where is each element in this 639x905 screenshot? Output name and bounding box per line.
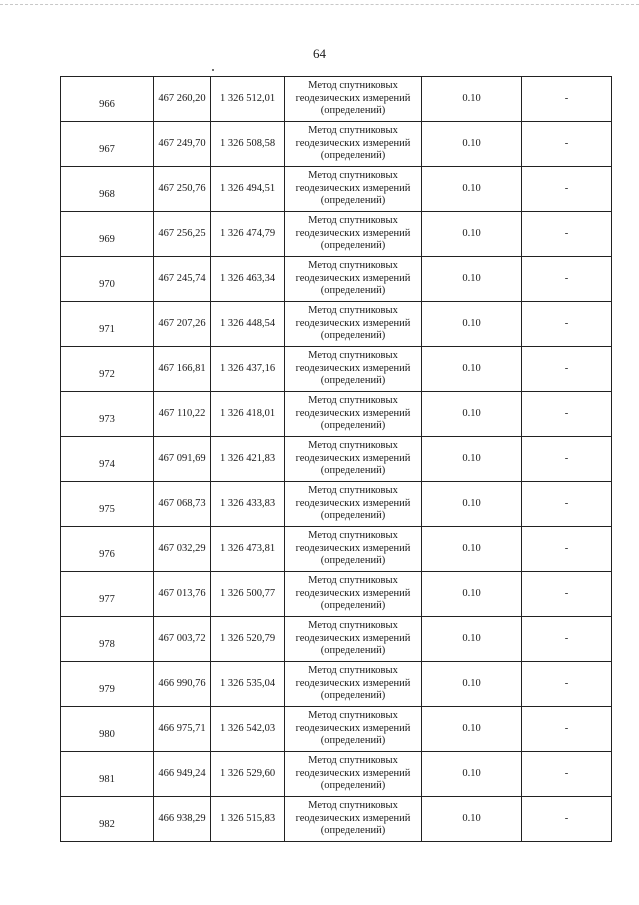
x-coordinate-cell: 467 245,74 <box>154 257 211 302</box>
accuracy-cell: 0.10 <box>422 797 522 842</box>
x-coordinate-cell: 467 166,81 <box>154 347 211 392</box>
x-coordinate-cell: 467 110,22 <box>154 392 211 437</box>
note-cell: - <box>522 752 612 797</box>
x-coordinate-cell: 467 003,72 <box>154 617 211 662</box>
method-cell: Метод спутниковых геодезических измерений (определений) <box>285 347 422 392</box>
point-number: 968 <box>99 188 115 200</box>
accuracy-cell: 0.10 <box>422 527 522 572</box>
point-number-cell <box>61 347 154 392</box>
y-coordinate-cell: 1 326 421,83 <box>211 437 285 482</box>
method-cell: Метод спутниковых геодезических измерений (определений) <box>285 122 422 167</box>
table-row <box>61 572 612 617</box>
table-row <box>61 212 612 257</box>
accuracy-cell: 0.10 <box>422 302 522 347</box>
table-row <box>61 797 612 842</box>
accuracy-cell: 0.10 <box>422 707 522 752</box>
y-coordinate-cell: 1 326 535,04 <box>211 662 285 707</box>
accuracy-cell: 0.10 <box>422 662 522 707</box>
accuracy-cell: 0.10 <box>422 167 522 212</box>
point-number-cell <box>61 617 154 662</box>
accuracy-cell: 0.10 <box>422 77 522 122</box>
point-number-cell <box>61 707 154 752</box>
table-row <box>61 257 612 302</box>
point-number-cell <box>61 77 154 122</box>
table-row <box>61 707 612 752</box>
y-coordinate-cell: 1 326 418,01 <box>211 392 285 437</box>
accuracy-cell: 0.10 <box>422 122 522 167</box>
point-number-cell <box>61 437 154 482</box>
table-row <box>61 347 612 392</box>
x-coordinate-cell: 467 207,26 <box>154 302 211 347</box>
table-row <box>61 122 612 167</box>
point-number: 982 <box>99 818 115 830</box>
accuracy-cell: 0.10 <box>422 482 522 527</box>
accuracy-cell: 0.10 <box>422 437 522 482</box>
method-cell: Метод спутниковых геодезических измерений (определений) <box>285 752 422 797</box>
note-cell: - <box>522 437 612 482</box>
accuracy-cell: 0.10 <box>422 572 522 617</box>
y-coordinate-cell: 1 326 448,54 <box>211 302 285 347</box>
point-number-cell <box>61 257 154 302</box>
point-number: 970 <box>99 278 115 290</box>
point-number-cell <box>61 392 154 437</box>
note-cell: - <box>522 797 612 842</box>
note-cell: - <box>522 707 612 752</box>
accuracy-cell: 0.10 <box>422 212 522 257</box>
point-number-cell <box>61 572 154 617</box>
x-coordinate-cell: 467 260,20 <box>154 77 211 122</box>
point-number-cell <box>61 482 154 527</box>
scan-dot-mark <box>212 69 214 71</box>
note-cell: - <box>522 572 612 617</box>
point-number: 974 <box>99 458 115 470</box>
point-number-cell <box>61 167 154 212</box>
y-coordinate-cell: 1 326 494,51 <box>211 167 285 212</box>
table-row <box>61 77 612 122</box>
x-coordinate-cell: 467 068,73 <box>154 482 211 527</box>
y-coordinate-cell: 1 326 474,79 <box>211 212 285 257</box>
x-coordinate-cell: 466 938,29 <box>154 797 211 842</box>
table-row <box>61 752 612 797</box>
note-cell: - <box>522 527 612 572</box>
x-coordinate-cell: 466 949,24 <box>154 752 211 797</box>
method-cell: Метод спутниковых геодезических измерений (определений) <box>285 212 422 257</box>
method-cell: Метод спутниковых геодезических измерений (определений) <box>285 302 422 347</box>
y-coordinate-cell: 1 326 437,16 <box>211 347 285 392</box>
method-cell: Метод спутниковых геодезических измерений (определений) <box>285 167 422 212</box>
y-coordinate-cell: 1 326 508,58 <box>211 122 285 167</box>
point-number-cell <box>61 752 154 797</box>
table-row <box>61 527 612 572</box>
method-cell: Метод спутниковых геодезических измерений (определений) <box>285 662 422 707</box>
point-number: 979 <box>99 683 115 695</box>
method-cell: Метод спутниковых геодезических измерений (определений) <box>285 392 422 437</box>
table-row <box>61 482 612 527</box>
method-cell: Метод спутниковых геодезических измерений (определений) <box>285 617 422 662</box>
x-coordinate-cell: 467 250,76 <box>154 167 211 212</box>
table-row <box>61 437 612 482</box>
y-coordinate-cell: 1 326 542,03 <box>211 707 285 752</box>
accuracy-cell: 0.10 <box>422 347 522 392</box>
y-coordinate-cell: 1 326 529,60 <box>211 752 285 797</box>
note-cell: - <box>522 212 612 257</box>
coordinates-table-body <box>61 77 612 842</box>
note-cell: - <box>522 257 612 302</box>
note-cell: - <box>522 482 612 527</box>
x-coordinate-cell: 466 975,71 <box>154 707 211 752</box>
point-number-cell <box>61 527 154 572</box>
table-row <box>61 392 612 437</box>
point-number: 981 <box>99 773 115 785</box>
method-cell: Метод спутниковых геодезических измерений (определений) <box>285 572 422 617</box>
note-cell: - <box>522 617 612 662</box>
point-number: 980 <box>99 728 115 740</box>
x-coordinate-cell: 467 032,29 <box>154 527 211 572</box>
y-coordinate-cell: 1 326 512,01 <box>211 77 285 122</box>
y-coordinate-cell: 1 326 473,81 <box>211 527 285 572</box>
note-cell: - <box>522 302 612 347</box>
method-cell: Метод спутниковых геодезических измерений (определений) <box>285 257 422 302</box>
point-number-cell <box>61 212 154 257</box>
point-number: 978 <box>99 638 115 650</box>
table-row <box>61 617 612 662</box>
note-cell: - <box>522 392 612 437</box>
note-cell: - <box>522 122 612 167</box>
y-coordinate-cell: 1 326 520,79 <box>211 617 285 662</box>
accuracy-cell: 0.10 <box>422 257 522 302</box>
method-cell: Метод спутниковых геодезических измерений (определений) <box>285 707 422 752</box>
note-cell: - <box>522 167 612 212</box>
method-cell: Метод спутниковых геодезических измерений (определений) <box>285 797 422 842</box>
x-coordinate-cell: 467 091,69 <box>154 437 211 482</box>
table-row <box>61 662 612 707</box>
note-cell: - <box>522 662 612 707</box>
point-number: 977 <box>99 593 115 605</box>
page-number: 64 <box>313 46 326 61</box>
coordinates-table <box>60 76 612 842</box>
x-coordinate-cell: 467 256,25 <box>154 212 211 257</box>
point-number: 976 <box>99 548 115 560</box>
method-cell: Метод спутниковых геодезических измерений (определений) <box>285 482 422 527</box>
point-number-cell <box>61 662 154 707</box>
method-cell: Метод спутниковых геодезических измерений (определений) <box>285 527 422 572</box>
table-row <box>61 302 612 347</box>
point-number-cell <box>61 122 154 167</box>
x-coordinate-cell: 466 990,76 <box>154 662 211 707</box>
accuracy-cell: 0.10 <box>422 392 522 437</box>
accuracy-cell: 0.10 <box>422 617 522 662</box>
point-number: 975 <box>99 503 115 515</box>
note-cell: - <box>522 77 612 122</box>
point-number-cell <box>61 302 154 347</box>
y-coordinate-cell: 1 326 463,34 <box>211 257 285 302</box>
point-number-cell <box>61 797 154 842</box>
y-coordinate-cell: 1 326 500,77 <box>211 572 285 617</box>
y-coordinate-cell: 1 326 515,83 <box>211 797 285 842</box>
x-coordinate-cell: 467 249,70 <box>154 122 211 167</box>
accuracy-cell: 0.10 <box>422 752 522 797</box>
point-number: 972 <box>99 368 115 380</box>
table-row <box>61 167 612 212</box>
y-coordinate-cell: 1 326 433,83 <box>211 482 285 527</box>
point-number: 973 <box>99 413 115 425</box>
method-cell: Метод спутниковых геодезических измерений (определений) <box>285 77 422 122</box>
top-border-line <box>0 4 639 5</box>
point-number: 967 <box>99 143 115 155</box>
point-number: 969 <box>99 233 115 245</box>
method-cell: Метод спутниковых геодезических измерений (определений) <box>285 437 422 482</box>
note-cell: - <box>522 347 612 392</box>
point-number: 966 <box>99 98 115 110</box>
point-number: 971 <box>99 323 115 335</box>
x-coordinate-cell: 467 013,76 <box>154 572 211 617</box>
